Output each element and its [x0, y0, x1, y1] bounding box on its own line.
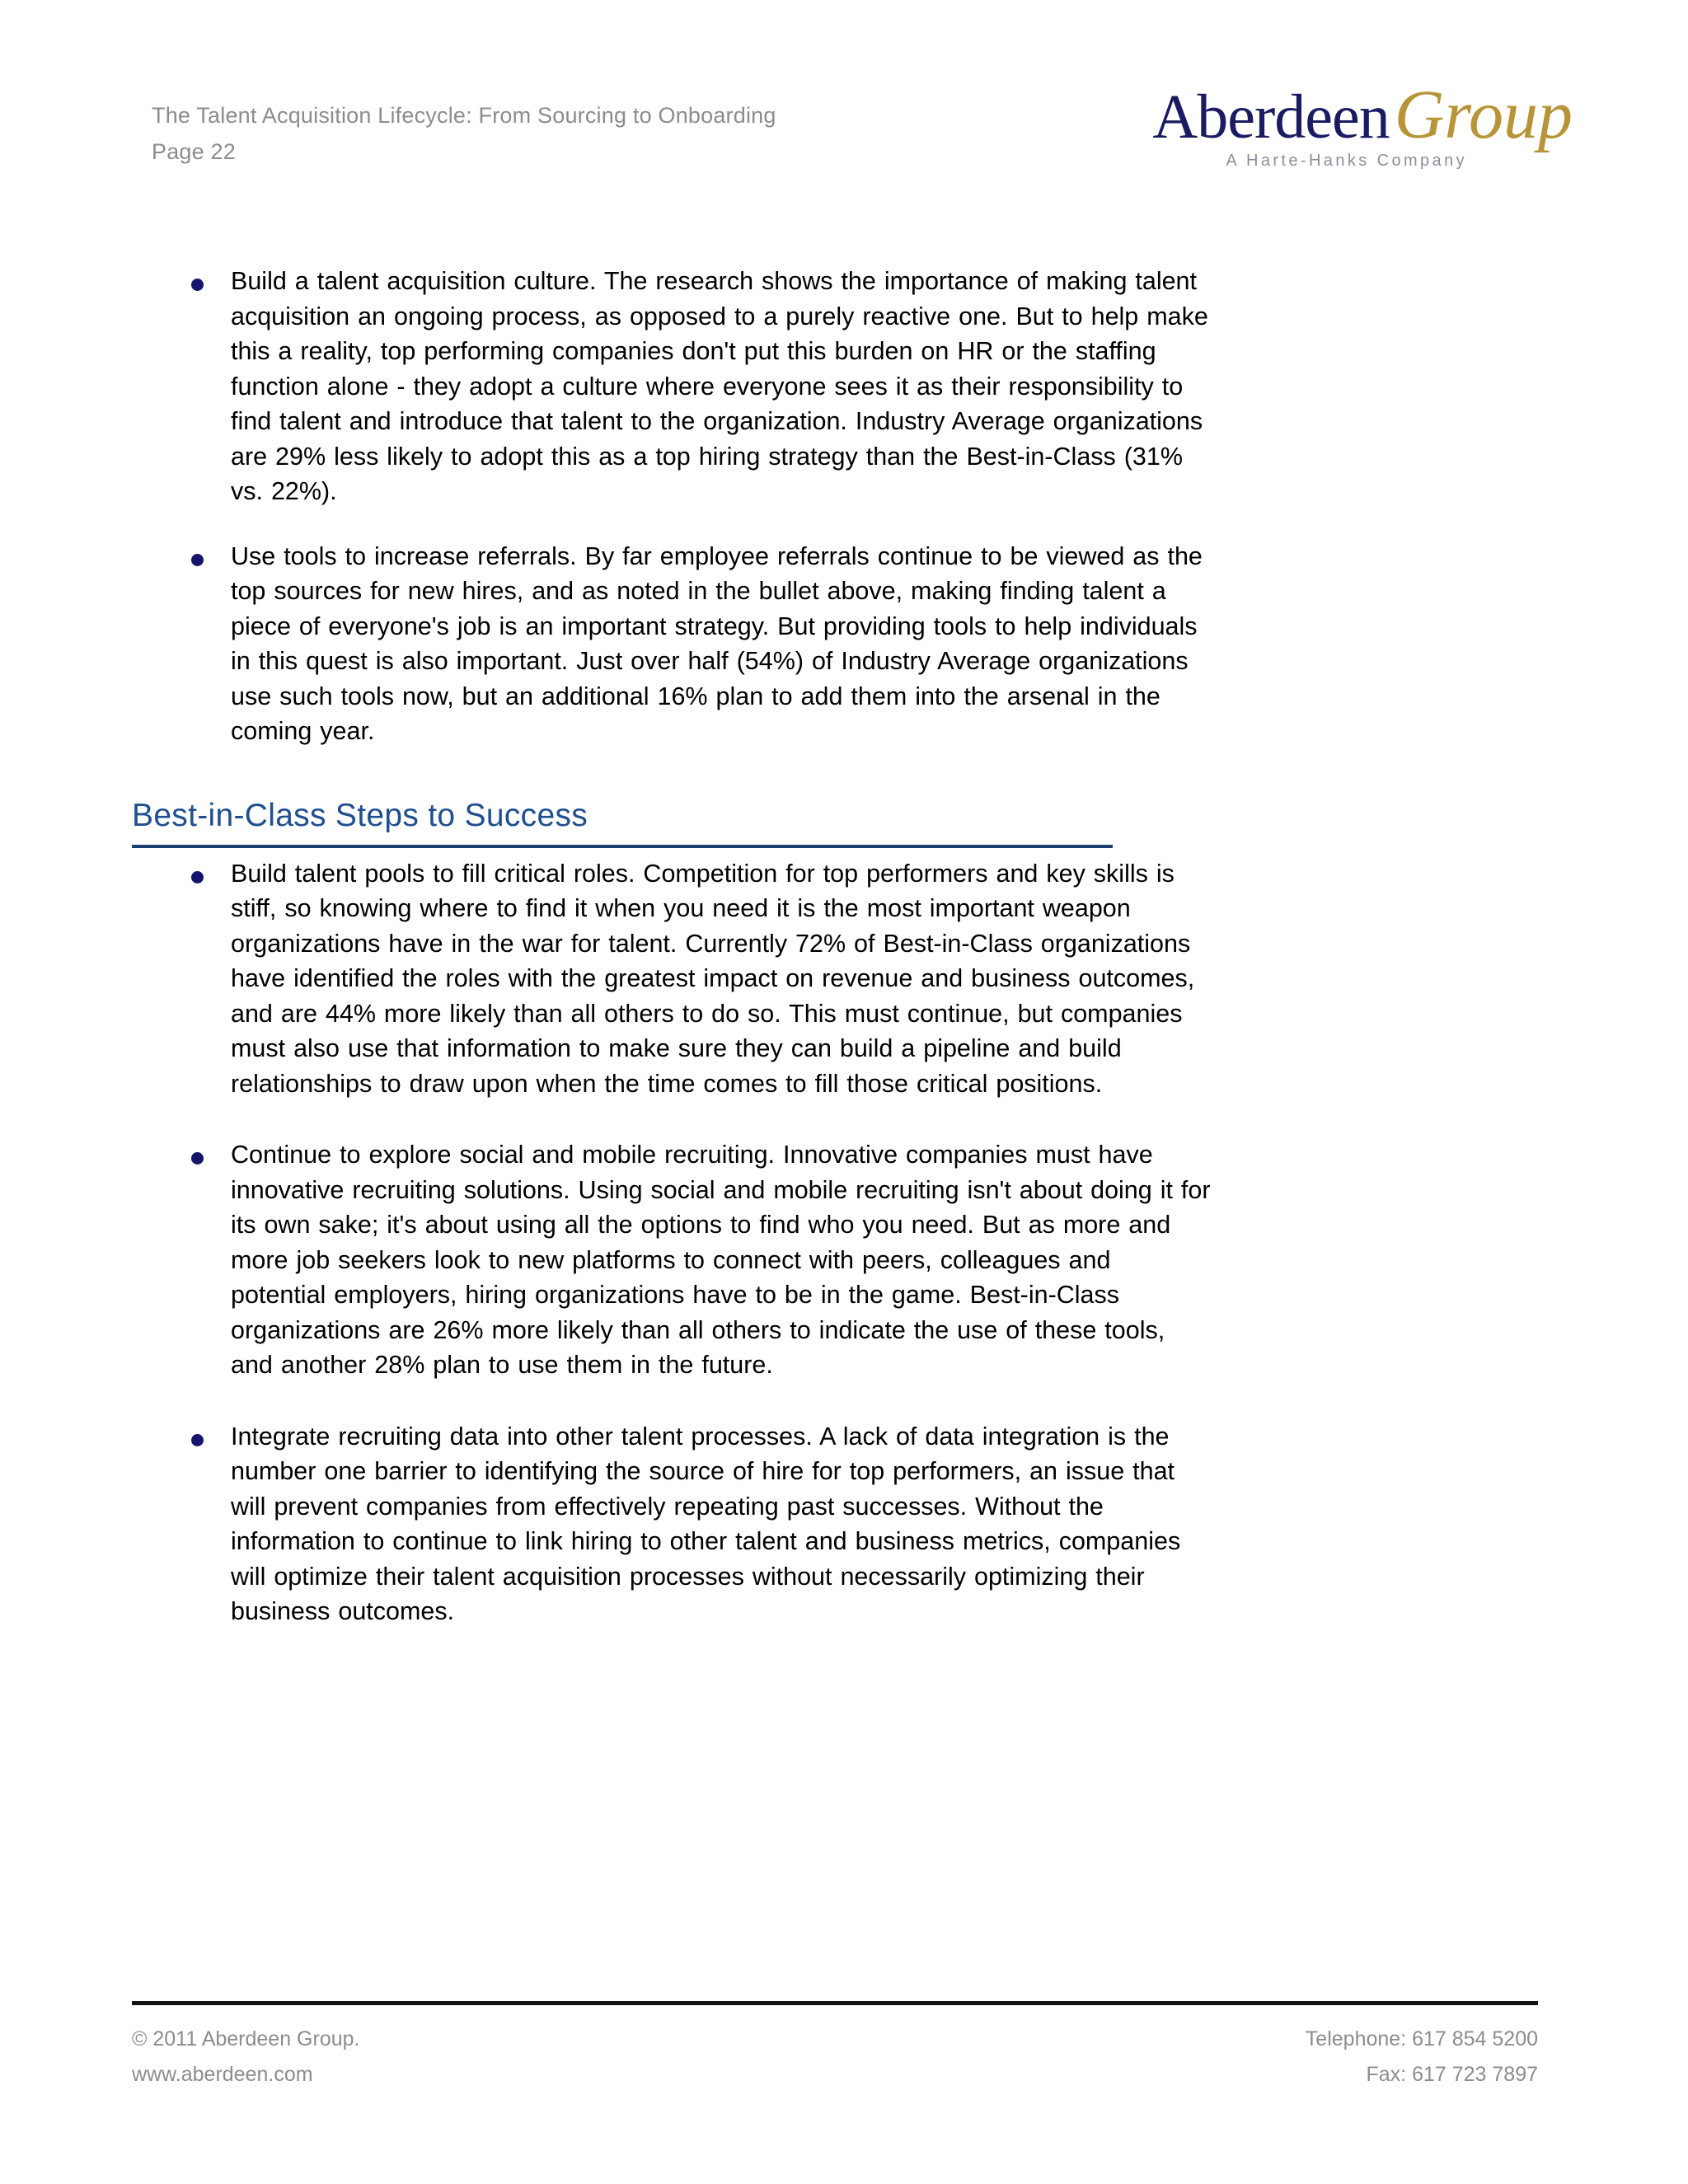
footer-right-block [1306, 2022, 1538, 2093]
logo-tagline: A Harte-Hanks Company [1226, 152, 1467, 170]
footer-website[interactable]: www.aberdeen.com [132, 2063, 313, 2086]
bullet-body: Competition for top performers and key skills is stiff, so knowing where to find it when you need it is the most important weapon organizations have in the war for talent. Currently 72% of Best-in-Class organizations have identified the roles with the greatest impact on revenue and business outcomes, and are 44% more likely than all others to do so. This must continue, but companies must also use that information to make sure they can build a pipeline and build relationships to draw upon when the time comes to fill those critical positions. [231, 859, 1195, 1098]
bullet-body: A lack of data integration is the number one barrier to identifying the source of hire for top performers, an issue that will prevent companies from effectively repeating past successes. Without the information to continue to link hiring to other talent and business metrics, companies will optimize their talent acquisition processes without necessarily optimizing their business outcomes. [231, 1422, 1181, 1625]
bullet-dot-icon [191, 871, 204, 883]
bullet-body: Innovative companies must have innovative recruiting solutions. Using social and mobile recruiting isn't about doing it for its own sake; it's about using all the options to find who you need. But as more and more job seekers look to new platforms to connect with peers, colleagues and potential employers, hiring organizations have to be in the game. Best-in-Class organizations are 26% more likely than all others to indicate the use of these tools, and another 28% plan to use them in the future. [231, 1141, 1211, 1379]
section-divider [132, 845, 1113, 848]
footer-copyright: © 2011 Aberdeen Group. [132, 2027, 360, 2050]
bullet-dot-icon [191, 279, 204, 291]
bullet-lead: Integrate recruiting data into other talent processes. [231, 1422, 813, 1451]
document-title: The Talent Acquisition Lifecycle: From Sourcing to Onboarding [152, 103, 776, 128]
aberdeen-group-logo [1062, 77, 1573, 171]
footer-fax: Fax: 617 723 7897 [1366, 2063, 1538, 2086]
logo-wordmark [1062, 77, 1573, 153]
bullet-paragraph [231, 856, 1212, 1102]
bullet-dot-icon [191, 554, 204, 566]
section-heading: Best-in-Class Steps to Success [132, 797, 588, 833]
page-number-label: Page 22 [152, 139, 236, 164]
bullet-body: By far employee referrals continue to be viewed as the top sources for new hires, and as noted in the bullet above, making finding talent a piece of everyone's job is an important strategy. But providing tools to help individuals in this quest is also important. Just over half (54%) of Industry Average organizations use such tools now, but an additional 16% plan to add them into the arsenal in the coming year. [231, 541, 1203, 745]
bullet-lead: Continue to explore social and mobile recruiting. [231, 1141, 776, 1169]
bullet-dot-icon [191, 1152, 204, 1165]
bullet-body: The research shows the importance of making talent acquisition an ongoing process, as opposed to a purely reactive one. But to help make this a reality, top performing companies don't put this burden on HR or the staffing function alone - they adopt a culture where everyone sees it as their responsibility to find talent and introduce that talent to the organization. Industry Average organizations are 29% less likely to adopt this as a top hiring strategy than the Best-in-Class (31% vs. 22%). [231, 267, 1208, 505]
footer-left-block [132, 2022, 360, 2093]
bullet-paragraph [231, 539, 1212, 749]
bullet-paragraph [231, 1419, 1212, 1629]
list-item [132, 856, 1212, 1102]
bullet-paragraph [231, 1137, 1212, 1383]
list-item [132, 264, 1212, 509]
bullet-lead: Build talent pools to fill critical roles. [231, 859, 635, 888]
bullet-lead: Build a talent acquisition culture. [231, 267, 597, 295]
header-text-block [152, 97, 776, 170]
section-header-block [132, 795, 1113, 848]
bullet-paragraph [231, 264, 1212, 509]
section-bullet-list [132, 856, 1541, 1629]
list-item [132, 539, 1212, 749]
bullet-dot-icon [191, 1434, 204, 1446]
footer-telephone: Telephone: 617 854 5200 [1305, 2027, 1538, 2050]
footer-divider [132, 2001, 1538, 2005]
list-item [132, 1419, 1212, 1629]
list-item [132, 1137, 1212, 1383]
top-bullet-list [132, 264, 1541, 749]
logo-name-primary: Aberdeen [1152, 82, 1390, 152]
footer-columns [132, 2022, 1538, 2093]
bullet-lead: Use tools to increase referrals. [231, 541, 577, 570]
page-content [132, 264, 1541, 1666]
page-footer [132, 2001, 1538, 2093]
logo-name-secondary: Group [1394, 77, 1573, 153]
